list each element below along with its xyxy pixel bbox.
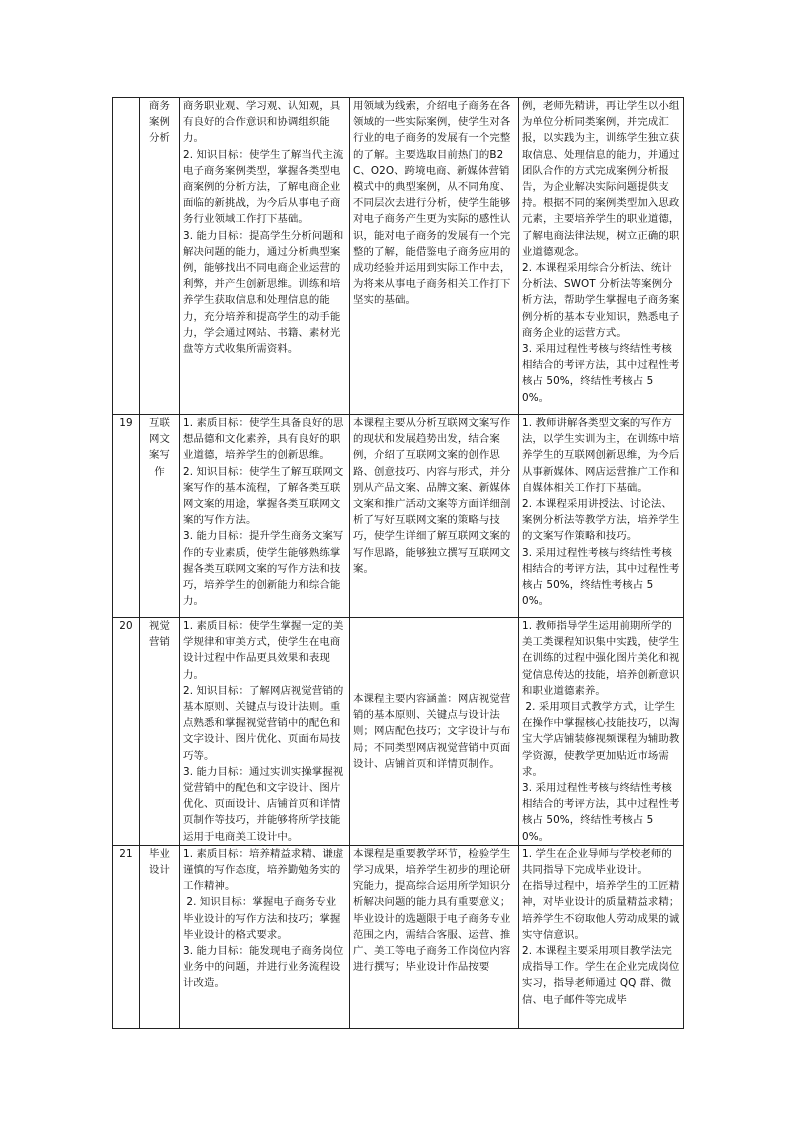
course-name-text: 毕业 设计 [149, 847, 170, 877]
row-number: 21 [113, 845, 140, 1028]
row-number: 20 [113, 618, 140, 846]
table-row [113, 415, 684, 618]
course-name [140, 618, 180, 846]
teaching-method [519, 845, 684, 1028]
teaching-method [519, 98, 684, 415]
course-goal [180, 618, 350, 846]
row-number: 19 [113, 415, 140, 618]
course-content-text: 用领域为线索，介绍电子商务在各领域的一些实际案例，使学生对各行业的电子商务的发展有一个完整的了解。主要选取目前热门的B2C、O2O、跨境电商、新媒体营销模式中的典型案例，从不同角度、不同层次去进行分析，使学生能够对电子商务产生更为实际的感性认识，能对电子商务的发展有一个完整的了解，能借鉴电子商务应用的成功经验并运用到实际工作中去，为将来从事电子商务相关工作打下坚实的基础。 [353, 100, 511, 307]
table-row [113, 98, 684, 415]
teaching-method-text: 1. 学生在企业导师与学校老师的共同指导下完成毕业设计。 在指导过程中，培养学生的工匠精神，对毕业设计的质量精益求精；培养学生不窃取他人劳动成果的诚实守信意识。 2. 本课程主要采用项目教学法完成指导工作。学生在企业完成岗位实习，指导老师通过 QQ 群、微信、电子邮件等完成毕 [522, 847, 680, 1006]
course-goal-text: 1. 素质目标：使学生掌握一定的美学规律和审美方式，使学生在电商设计过程中作品更具效果和表现力。 2. 知识目标：了解网店视觉营销的基本原则、关键点与设计法则。重点熟悉和掌握视觉营销中的配色和文字设计、图片优化、页面布局技巧等。 3. 能力目标：通过实训实操掌握视觉营销中的配色和文字设计、图片优化、页面设计、店铺首页和详情页制作等技巧，并能够将所学技能运用于电商美工设计中。 [183, 620, 344, 843]
course-name-text: 视觉 营销 [149, 620, 170, 649]
teaching-method-text: 1. 教师讲解各类型文案的写作方法，以学生实训为主，在训练中培养学生的互联网创新思维，为今后从事新媒体、网店运营推广工作和自媒体相关工作打下基础。 2. 本课程采用讲授法、讨论法、案例分析法等教学方法，培养学生的文案写作策略和技巧。 3. 采用过程性考核与终结性考核相结合的考评方法，其中过程性考核占 50%，终结性考核占 50%。 [522, 417, 680, 608]
course-name [140, 845, 180, 1028]
row-number [113, 98, 140, 415]
course-name-text: 商务 案例 分析 [149, 100, 170, 145]
course-name [140, 98, 180, 415]
course-content [350, 98, 519, 415]
course-goal [180, 415, 350, 618]
course-table [112, 97, 684, 1029]
course-content-text: 本课程主要内容涵盖：网店视觉营销的基本原则、关键点与设计法则；网店配色技巧；文字设计与布局；不同类型网店视觉营销中页面设计、店铺首页和详情页制作。 [353, 692, 511, 770]
course-content [350, 618, 519, 846]
course-goal [180, 98, 350, 415]
course-content [350, 415, 519, 618]
course-content-text: 本课程主要从分析互联网文案写作的现状和发展趋势出发，结合案例，介绍了互联网文案的创作思路、创意技巧、内容与形式，并分别从产品文案、品牌文案、新媒体文案和推广活动文案等方面详细剖析了写好互联网文案的策略与技巧，使学生详细了解互联网文案的写作思路，能够独立撰写互联网文案。 [353, 417, 511, 575]
course-content [350, 845, 519, 1028]
course-goal [180, 845, 350, 1028]
table-row [113, 618, 684, 846]
course-goal-text: 1. 素质目标：培养精益求精、谦虚谨慎的写作态度，培养勤勉务实的工作精神。 2. 知识目标：掌握电子商务专业毕业设计的写作方法和技巧；掌握毕业设计的格式要求。 3. 能力目标：能发现电子商务岗位业务中的问题，并进行业务流程设计改造。 [183, 847, 344, 990]
teaching-method-text: 例，老师先精讲，再让学生以小组为单位分析同类案例，并完成汇报，以实践为主，训练学生独立获取信息、处理信息的能力，并通过团队合作的方式完成案例分析报告，为企业解决实际问题提供支持。根据不同的案例类型加入思政元素，主要培养学生的职业道德，了解电商法律法规，树立正确的职业道德观念。 2. 本课程采用综合分析法、统计分析法、SWOT 分析法等案例分析方法，帮助学生掌握电子商务案例分析的基本专业知识，熟悉电子商务企业的运营方式。 3. 采用过程性考核与终结性考核相结合的考评方法，其中过程性考核占 50%，终结性考核占 50%。 [522, 100, 680, 404]
table-row [113, 845, 684, 1028]
teaching-method [519, 415, 684, 618]
course-name-text: 互联 网文 案写 作 [149, 417, 170, 478]
teaching-method-text: 1. 教师指导学生运用前期所学的美工类课程知识集中实践，使学生在训练的过程中强化图片美化和视觉信息传达的技能，培养创新意识和职业道德素养。 2. 采用项目式教学方式，让学生在操作中掌握核心技能技巧，以淘宝大学店铺装修视频课程为辅助教学资源，使教学更加贴近市场需求。 3. 采用过程性考核与终结性考核相结合的考评方法，其中过程性考核占 50%，终结性考核占 50%。 [522, 620, 680, 843]
course-name [140, 415, 180, 618]
teaching-method [519, 618, 684, 846]
course-goal-text: 1. 素质目标：使学生具备良好的思想品德和文化素养，具有良好的职业道德，培养学生的创新思维。 2. 知识目标：使学生了解互联网文案写作的基本流程，了解各类互联网文案的用途，掌握各类互联网文案的写作方法。 3. 能力目标：提升学生商务文案写作的专业素质，使学生能够熟练掌握各类互联网文案的写作方法和技巧，培养学生的创新能力和综合能力。 [183, 417, 344, 608]
course-goal-text: 商务职业观、学习观、认知观，具有良好的合作意识和协调组织能力。 2. 知识目标：使学生了解当代主流电子商务案例类型，掌握各类型电商案例的分析方法，了解电商企业面临的新挑战，为今后从事电子商务行业领域工作打下基础。 3. 能力目标：提高学生分析问题和解决问题的能力，通过分析典型案例，能够找出不同电商企业运营的利弊，并产生创新思维。训练和培养学生获取信息和处理信息的能力，充分培养和提高学生的动手能力，学会通过网站、书籍、素材光盘等方式收集所需资料。 [183, 100, 344, 356]
course-content-text: 本课程是重要教学环节，检验学生学习成果，培养学生初步的理论研究能力，提高综合运用所学知识分析解决问题的能力具有重要意义；毕业设计的选题限于电子商务专业范围之内，需结合客服、运营、推广、美工等电子商务工作岗位内容进行撰写；毕业设计作品按要 [353, 847, 511, 974]
